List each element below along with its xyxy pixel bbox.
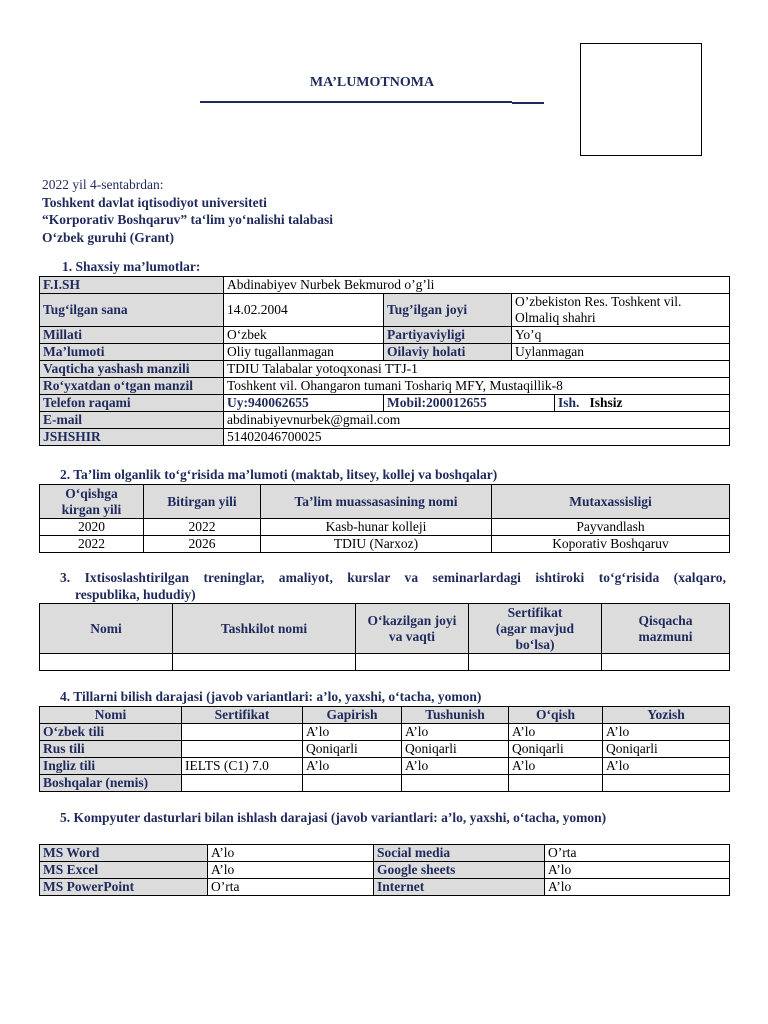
work-value: Ishsiz [589,395,623,410]
education-table [39,484,730,553]
lang-read [509,775,603,792]
col-place [356,604,469,654]
title-underline [200,101,512,103]
photo-placeholder [580,43,702,156]
col-place-line2: va vaqti [388,628,436,644]
party-label: Partiyaviyligi [384,327,512,344]
reg-address-value: Toshkent vil. Ohangaron tumani Tosharіq MFY, Mustaqillik-8 [224,378,730,395]
lang-speak: Qoniqarli [303,741,402,758]
col-entry-line2: kirgan yili [61,501,122,517]
empty-cell [356,654,469,671]
col-summary-line1: Qisqacha [638,612,693,628]
lang-cert [182,741,303,758]
table-row [40,294,730,327]
temp-address-label: Vaqticha yashash manzili [40,361,224,378]
lang-name: Boshqalar (nemis) [40,775,182,792]
col-grad-year: Bitirgan yili [144,485,261,519]
skill-level: A’lo [545,879,730,896]
col-summary [602,604,730,654]
intro-program: “Korporativ Boshqaruv” ta‘lim yo‘nalishi talabasi [42,212,334,227]
computer-skills-table [39,844,730,896]
nationality-label: Millati [40,327,224,344]
table-row [40,862,730,879]
trainings-table [39,603,730,671]
col-institution: Ta’lim muassasasining nomi [261,485,492,519]
table-header-row [40,485,730,519]
table-row [40,741,730,758]
birth-place-line1: O’zbekiston Res. Toshkent vil. [515,294,682,309]
edu-spec: Payvandlash [492,519,730,536]
lang-name: Rus tili [40,741,182,758]
edu-spec: Koporativ Boshqaruv [492,536,730,553]
education-value: Oliy tugallanmagan [224,344,384,361]
skill-name: MS Excel [40,862,208,879]
intro-block [42,176,333,246]
lang-understand [402,775,509,792]
phone-mobile: Mobil:200012655 [384,395,555,412]
temp-address-value: TDIU Talabalar yotoqxonasi TTJ-1 [224,361,730,378]
col-entry-line1: O‘qishga [65,485,118,501]
empty-cell [469,654,602,671]
intro-university: Toshkent davlat iqtisodiyot universiteti [42,194,267,210]
jshshir-value: 51402046700025 [224,429,730,446]
col-lang-name: Nomi [40,707,182,724]
col-entry-year [40,485,144,519]
skill-level: O’rta [545,845,730,862]
lang-write: A’lo [603,758,730,775]
skill-name: MS Word [40,845,208,862]
col-understanding: Tushunish [402,707,509,724]
work-status [555,395,730,412]
nationality-value: O‘zbek [224,327,384,344]
table-row [40,536,730,553]
skill-level: O’rta [208,879,374,896]
section2-heading: 2. Ta’lim olganlik to‘g‘risida ma’lumoti (maktab, litsey, kollej va boshqalar) [60,467,498,482]
document-title: MA’LUMOTNOMA [309,75,435,90]
section1-heading: 1. Shaxsiy ma’lumotlar: [62,259,201,274]
lang-cert [182,724,303,741]
col-name: Nomi [40,604,173,654]
table-row [40,395,730,412]
fish-label: F.I.SH [40,277,224,294]
phone-home: Uy:940062655 [224,395,384,412]
email-value: abdinabiyevnurbek@gmail.com [224,412,730,429]
lang-write: Qoniqarli [603,741,730,758]
edu-entry: 2022 [40,536,144,553]
table-header-row [40,707,730,724]
languages-table [39,706,730,792]
lang-speak [303,775,402,792]
col-cert [469,604,602,654]
col-specialty: Mutaxassisligi [492,485,730,519]
table-row [40,519,730,536]
phone-label: Telefon raqami [40,395,224,412]
col-summary-line2: mazmuni [638,628,693,644]
section5-heading: 5. Kompyuter dasturlari bilan ishlash darajasi (javob variantlari: a’lo, yaxshi, o‘tacha, yomon) [60,810,607,825]
edu-inst: TDIU (Narxoz) [261,536,492,553]
edu-entry: 2020 [40,519,144,536]
skill-name: MS PowerPoint [40,879,208,896]
birth-place-line2: Olmaliq shahri [515,310,596,325]
lang-name: Ingliz tili [40,758,182,775]
col-writing: Yozish [603,707,730,724]
table-row [40,361,730,378]
intro-date: 2022 yil 4-sentabrdan: [42,177,164,192]
lang-understand: Qoniqarli [402,741,509,758]
work-label: Ish. [558,395,580,410]
table-row [40,429,730,446]
edu-inst: Kasb-hunar kolleji [261,519,492,536]
lang-write: A’lo [603,724,730,741]
birth-place-label: Tug’ilgan joyi [384,294,512,327]
col-place-line1: O‘kazilgan joyi [367,612,457,628]
skill-level: A’lo [208,845,374,862]
lang-write [603,775,730,792]
lang-read: Qoniqarli [509,741,603,758]
birth-place-value [512,294,730,327]
empty-cell [40,654,173,671]
lang-cert: IELTS (C1) 7.0 [182,758,303,775]
table-row [40,654,730,671]
lang-read: A’lo [509,724,603,741]
lang-read: A’lo [509,758,603,775]
birth-date-label: Tug‘ilgan sana [40,294,224,327]
jshshir-label: JSHSHIR [40,429,224,446]
marital-label: Oilaviy holati [384,344,512,361]
empty-cell [173,654,356,671]
col-cert-line1: Sertifikat [507,604,563,620]
table-row [40,378,730,395]
col-cert-line3: bo‘lsa) [515,636,555,652]
education-label: Ma’lumoti [40,344,224,361]
section3-heading-line2: respublika, hududiy) [75,587,196,602]
lang-speak: A’lo [303,724,402,741]
lang-understand: A’lo [402,724,509,741]
lang-understand: A’lo [402,758,509,775]
edu-grad: 2026 [144,536,261,553]
title-underline-tail [512,102,544,104]
intro-group: O‘zbek guruhi (Grant) [42,229,175,245]
birth-date-value: 14.02.2004 [224,294,384,327]
table-row [40,277,730,294]
table-row [40,879,730,896]
lang-cert [182,775,303,792]
lang-name: O‘zbek tili [40,724,182,741]
col-speaking: Gapirish [303,707,402,724]
table-row [40,344,730,361]
section3-heading-line1: 3. Ixtisoslashtirilgan treninglar, amaliyot, kurslar va seminarlardagi ishtiroki to‘g‘risida (xalqaro, [60,570,726,585]
skill-level: A’lo [208,862,374,879]
col-org: Tashkilot nomi [173,604,356,654]
skill-name: Google sheets [374,862,545,879]
edu-grad: 2022 [144,519,261,536]
section3-heading [60,569,726,603]
table-header-row [40,604,730,654]
skill-name: Internet [374,879,545,896]
col-lang-cert: Sertifikat [182,707,303,724]
lang-speak: A’lo [303,758,402,775]
fish-value: Abdinabiyev Nurbek Bekmurod o’g’li [224,277,730,294]
table-row [40,758,730,775]
skill-level: A’lo [545,862,730,879]
personal-info-table [39,276,730,446]
table-row [40,775,730,792]
table-row [40,327,730,344]
skill-name: Social media [374,845,545,862]
empty-cell [602,654,730,671]
section4-heading: 4. Tillarni bilish darajasi (javob variantlari: a’lo, yaxshi, o‘tacha, yomon) [60,689,482,704]
email-label: E-mail [40,412,224,429]
party-value: Yo’q [512,327,730,344]
col-reading: O‘qish [509,707,603,724]
table-row [40,845,730,862]
reg-address-label: Ro‘yxatdan o‘tgan manzil [40,378,224,395]
marital-value: Uylanmagan [512,344,730,361]
table-row [40,724,730,741]
col-cert-line2: (agar mavjud [495,620,575,636]
table-row [40,412,730,429]
